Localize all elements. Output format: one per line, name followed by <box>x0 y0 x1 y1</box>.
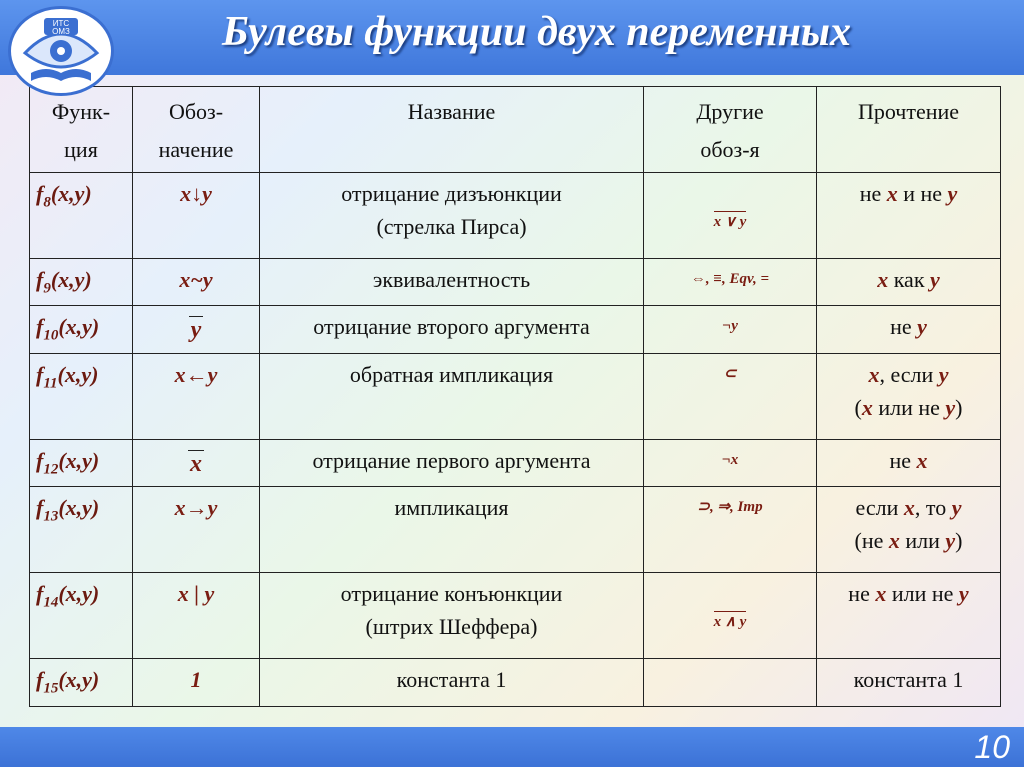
other-notations-cell <box>644 439 817 486</box>
table-row <box>30 259 1001 306</box>
header-other-notations <box>644 87 817 173</box>
other-notation: ¬x <box>721 451 739 468</box>
reading-text: (не <box>854 528 889 554</box>
variable: y <box>958 581 969 607</box>
variable: y <box>945 394 956 420</box>
variable: x <box>861 394 873 420</box>
reading-cell <box>817 353 1001 439</box>
eye-book-icon <box>11 9 111 93</box>
table-row <box>30 306 1001 353</box>
reading-text: не <box>848 581 876 607</box>
reading-cell <box>817 306 1001 353</box>
variable: y <box>951 495 962 521</box>
header-line: обоз-я <box>700 137 760 162</box>
other-notation: ¬y <box>722 318 738 335</box>
function-args: (x,y) <box>58 581 100 607</box>
header-name <box>260 87 644 173</box>
function-cell <box>30 487 133 573</box>
table-header-row <box>30 87 1001 173</box>
name-cell <box>260 573 644 659</box>
notation-cell <box>133 659 260 706</box>
notation-symbol: 1 <box>190 667 202 693</box>
function-index: 11 <box>43 375 58 392</box>
name-cell <box>260 306 644 353</box>
variable: x <box>875 581 887 607</box>
reading-text: или не <box>872 394 946 420</box>
header-line: Функ- <box>51 99 111 124</box>
name-cell <box>260 487 644 573</box>
name-line: отрицание первого аргумента <box>312 447 591 473</box>
reading-text: или <box>899 528 946 554</box>
other-notations-cell <box>644 259 817 306</box>
variable: x <box>903 495 915 521</box>
other-notations-cell <box>644 573 817 659</box>
function-args: (x,y) <box>50 181 92 206</box>
notation-cell <box>133 306 260 353</box>
function-name: f <box>36 314 44 340</box>
table-row <box>30 659 1001 706</box>
variable: x <box>916 447 928 473</box>
reading-text: ) <box>955 528 963 554</box>
name-line: эквивалентность <box>372 267 531 292</box>
reading-text: как <box>888 267 931 292</box>
header-line: начение <box>158 137 234 162</box>
variable: x <box>888 528 900 554</box>
name-line: (стрелка Пирса) <box>376 214 527 239</box>
variable: y <box>938 361 949 387</box>
other-notations-cell <box>644 487 817 573</box>
footer-band <box>0 727 1024 767</box>
name-line: константа 1 <box>396 667 507 693</box>
variable: y <box>917 314 927 340</box>
table-row <box>30 173 1001 259</box>
function-index: 12 <box>43 461 59 478</box>
function-cell <box>30 353 133 439</box>
function-cell <box>30 439 133 486</box>
notation-symbol: x~y <box>179 267 213 292</box>
negated-variable: y <box>190 317 202 344</box>
notation-symbol: x→y <box>174 495 218 521</box>
notation-cell <box>133 487 260 573</box>
variable: y <box>947 181 958 206</box>
reading-cell <box>817 487 1001 573</box>
header-function <box>30 87 133 173</box>
table-row <box>30 439 1001 486</box>
other-notations-cell <box>644 659 817 706</box>
function-name: f <box>36 495 44 521</box>
notation-symbol: x | y <box>177 581 215 607</box>
table-row <box>30 353 1001 439</box>
function-name: f <box>36 667 44 693</box>
notation-cell <box>133 173 260 259</box>
header-line: ция <box>64 137 98 162</box>
boolean-functions-table <box>29 86 1001 707</box>
variable: y <box>930 267 940 292</box>
reading-text: не <box>890 314 918 340</box>
function-cell <box>30 306 133 353</box>
function-index: 13 <box>43 508 59 525</box>
reading-text: или не <box>886 581 959 607</box>
variable: x <box>868 361 880 387</box>
negated-variable: x <box>190 450 202 477</box>
reading-text: не <box>859 181 887 206</box>
function-args: (x,y) <box>58 495 100 521</box>
reading-cell <box>817 659 1001 706</box>
function-name: f <box>36 361 44 387</box>
header-line: Обоз- <box>168 99 224 124</box>
negated-expression: x ∨ y <box>714 211 747 231</box>
svg-text:ИТС: ИТС <box>52 19 70 28</box>
reading-text: ( <box>854 394 862 420</box>
reading-cell <box>817 439 1001 486</box>
svg-text:ОМЗ: ОМЗ <box>52 27 70 36</box>
notation-cell <box>133 439 260 486</box>
name-line: обратная импликация <box>349 361 554 387</box>
other-notations-cell <box>644 173 817 259</box>
other-notation: ⊂ <box>723 365 737 382</box>
function-args: (x,y) <box>58 314 100 340</box>
header-reading <box>817 87 1001 173</box>
function-index: 8 <box>43 194 51 211</box>
reading-text: не <box>889 447 917 473</box>
name-cell <box>260 439 644 486</box>
header-line: Другие <box>696 99 764 124</box>
name-line: импликация <box>394 495 509 521</box>
function-index: 15 <box>43 680 59 697</box>
notation-cell <box>133 573 260 659</box>
other-notation: ⇔, ≡, Eqv, = <box>690 271 770 287</box>
reading-text: , то <box>914 495 952 521</box>
name-line: отрицание конъюнкции <box>340 581 563 607</box>
function-index: 9 <box>43 280 51 297</box>
variable: x <box>877 267 889 292</box>
function-cell <box>30 659 133 706</box>
negated-expression: x ∧ y <box>714 611 747 631</box>
other-notation: ⊃, ⇒, Imp <box>697 499 763 516</box>
notation-cell <box>133 353 260 439</box>
function-name: f <box>36 181 44 206</box>
name-line: (штрих Шеффера) <box>365 614 538 640</box>
function-name: f <box>36 581 44 607</box>
other-notations-cell <box>644 306 817 353</box>
page-number: 10 <box>974 729 1010 765</box>
reading-text: константа 1 <box>853 667 964 693</box>
function-args: (x,y) <box>58 447 100 473</box>
function-name: f <box>36 267 44 292</box>
function-args: (x,y) <box>58 667 100 693</box>
notation-symbol: x↓y <box>180 181 212 206</box>
header-line: Название <box>407 99 496 124</box>
name-line: отрицание дизъюнкции <box>341 181 562 206</box>
function-args: (x,y) <box>57 361 99 387</box>
reading-text: , если <box>879 361 939 387</box>
function-index: 10 <box>43 327 59 344</box>
name-cell <box>260 353 644 439</box>
notation-symbol: x←y <box>174 361 218 387</box>
function-cell <box>30 573 133 659</box>
name-cell <box>260 659 644 706</box>
reading-text: если <box>855 495 904 521</box>
function-name: f <box>36 447 44 473</box>
name-line: отрицание второго аргумента <box>313 314 590 340</box>
other-notations-cell <box>644 353 817 439</box>
function-cell <box>30 259 133 306</box>
variable: x <box>886 181 898 206</box>
logo <box>8 6 114 96</box>
table-row <box>30 573 1001 659</box>
reading-cell <box>817 573 1001 659</box>
reading-text: ) <box>955 394 963 420</box>
slide-title: Булевы функции двух переменных <box>222 9 852 55</box>
variable: y <box>945 528 956 554</box>
notation-cell <box>133 259 260 306</box>
table-row <box>30 487 1001 573</box>
reading-cell <box>817 173 1001 259</box>
reading-text: и не <box>897 181 948 206</box>
name-cell <box>260 259 644 306</box>
reading-cell <box>817 259 1001 306</box>
header-notation <box>133 87 260 173</box>
function-index: 14 <box>43 594 59 611</box>
header-line: Прочтение <box>857 99 960 124</box>
name-cell <box>260 173 644 259</box>
function-cell <box>30 173 133 259</box>
function-args: (x,y) <box>50 267 92 292</box>
